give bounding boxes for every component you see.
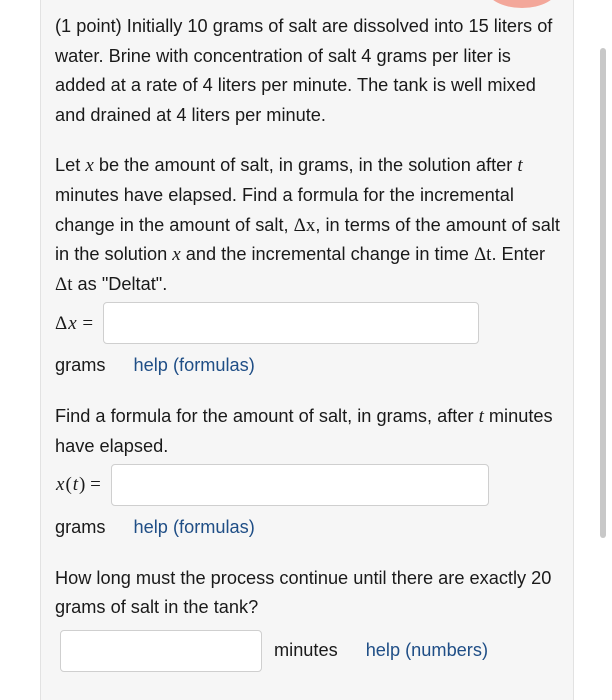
part1-text-3: minutes have elapsed. Find a formula for the incremental change in the amount of salt,	[55, 184, 514, 235]
part3-answer-row	[55, 630, 565, 672]
part2-units-label: grams	[55, 517, 106, 538]
close-paren: )	[79, 474, 86, 496]
part1-help-formulas-link[interactable]: help (formulas)	[133, 355, 255, 376]
delta-t-symbol: Δt	[473, 244, 492, 266]
part2-equation-lhs	[55, 470, 101, 500]
part1-text-4: , in terms of the amount of salt in the solution	[55, 214, 560, 265]
part2-units-row	[55, 513, 565, 543]
part1-answer-row	[55, 301, 565, 345]
var-t: t	[72, 474, 79, 496]
part1-prompt	[55, 151, 565, 299]
part1-text-6: . Enter	[491, 244, 546, 265]
part2-text-2: minutes have elapsed.	[55, 405, 553, 456]
var-x: x	[68, 312, 77, 334]
problem-content	[55, 12, 565, 672]
part2-prompt	[55, 402, 565, 461]
part3-units-label: minutes	[274, 640, 338, 661]
delta-x-answer-input[interactable]	[103, 302, 479, 344]
part1-equation-lhs	[55, 309, 93, 339]
open-paren: (	[65, 474, 72, 496]
part1-text-7: as "Deltat".	[72, 273, 168, 294]
part1-text-5: and the incremental change in time	[180, 244, 474, 265]
part1-units-label: grams	[55, 355, 106, 376]
part3-help-numbers-link[interactable]: help (numbers)	[365, 640, 489, 661]
part1-text-2: be the amount of salt, in grams, in the solution after	[93, 155, 518, 176]
var-x: x	[56, 474, 65, 496]
var-x: x	[85, 155, 94, 177]
problem-intro: (1 point) Initially 10 grams of salt are dissolved into 15 liters of water. Brine with concentration of salt 4 grams per liter is added at a rate of 4 liters per minute. The tank is well mixed and drained at 4 liters per minute.	[55, 16, 553, 125]
var-t: t	[478, 405, 484, 427]
var-x: x	[172, 244, 181, 266]
var-t: t	[517, 155, 523, 177]
duration-answer-input[interactable]	[60, 630, 262, 672]
equals-sign: =	[77, 312, 94, 334]
part1-units-row	[55, 351, 565, 381]
delta-t-symbol: Δt	[55, 273, 73, 295]
x-of-t-answer-input[interactable]	[111, 464, 489, 506]
part2-answer-row	[55, 463, 565, 507]
delta-x-symbol: Δx	[293, 214, 316, 236]
delta-symbol: Δ	[55, 312, 68, 334]
equals-sign: =	[85, 474, 101, 496]
part3-prompt: How long must the process continue until there are exactly 20 grams of salt in the tank?	[55, 567, 552, 618]
part2-help-formulas-link[interactable]: help (formulas)	[133, 517, 255, 538]
scrollbar[interactable]	[600, 48, 606, 538]
part2-text-1: Find a formula for the amount of salt, in grams, after	[55, 405, 479, 426]
part1-text-1: Let	[55, 155, 86, 176]
